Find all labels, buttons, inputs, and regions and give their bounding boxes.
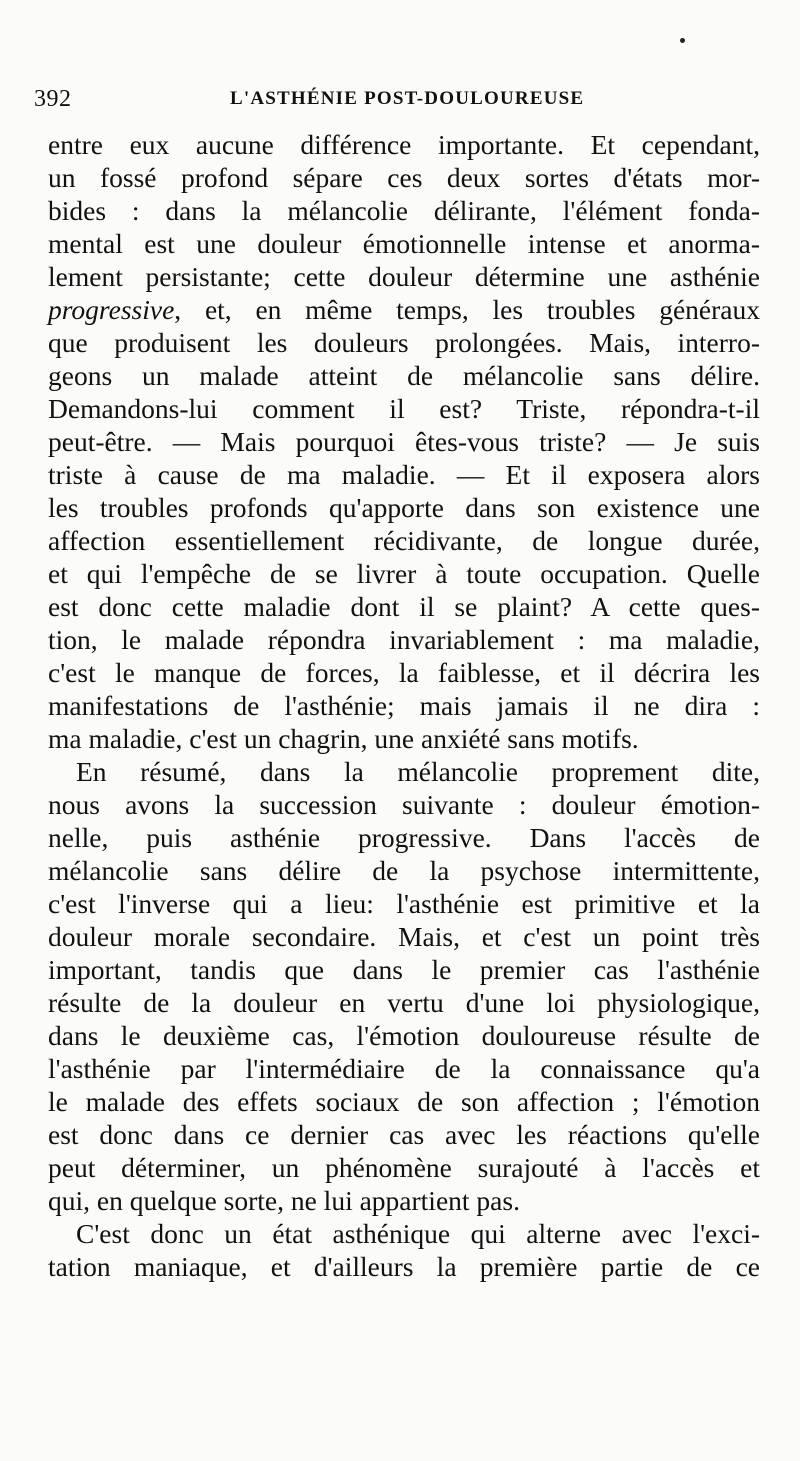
text-line: tation maniaque, et d'ailleurs la première partie de ce (48, 1251, 760, 1282)
text-line: l'asthénie par l'intermédiaire de la connaissance qu'a (48, 1053, 760, 1084)
text-line: important, tandis que dans le premier cas l'asthénie (48, 954, 760, 985)
text-line: nous avons la succession suivante : douleur émotion- (48, 789, 760, 820)
text-line: nelle, puis asthénie progressive. Dans l'accès de (48, 822, 760, 853)
text-line: et qui l'empêche de se livrer à toute occupation. Quelle (48, 558, 760, 589)
text-line: c'est l'inverse qui a lieu: l'asthénie est primitive et la (48, 888, 760, 919)
text-line: C'est donc un état asthénique qui alterne avec l'exci- (76, 1218, 760, 1249)
running-title: L'ASTHÉNIE POST-DOULOUREUSE (230, 88, 585, 109)
text-line: tion, le malade répondra invariablement : ma maladie, (48, 624, 760, 655)
text-line: bides : dans la mélancolie délirante, l'élément fonda- (48, 195, 760, 226)
text-line: qui, en quelque sorte, ne lui appartient pas. (48, 1185, 520, 1216)
text-line: En résumé, dans la mélancolie proprement dite, (76, 756, 760, 787)
text-line: Demandons-lui comment il est? Triste, répondra-t-il (48, 393, 760, 424)
text-line: affection essentiellement récidivante, de longue durée, (48, 525, 760, 556)
text-line: est donc dans ce dernier cas avec les réactions qu'elle (48, 1119, 760, 1150)
text-line: peut déterminer, un phénomène surajouté à l'accès et (48, 1152, 760, 1183)
print-speck (680, 38, 685, 43)
text-line: peut-être. — Mais pourquoi êtes-vous triste? — Je suis (48, 426, 760, 457)
body-text (48, 128, 760, 1283)
text-line: mental est une douleur émotionnelle intense et anorma- (48, 228, 760, 259)
text-line: c'est le manque de forces, la faiblesse, et il décrira les (48, 657, 760, 688)
text-line-rest: , et, en même temps, les troubles généraux (174, 294, 760, 325)
text-line: manifestations de l'asthénie; mais jamais il ne dira : (48, 690, 760, 721)
text-line: dans le deuxième cas, l'émotion douloureuse résulte de (48, 1020, 760, 1051)
running-head (34, 86, 764, 116)
text-line: le malade des effets sociaux de son affection ; l'émotion (48, 1086, 760, 1117)
page-number: 392 (34, 86, 72, 112)
text-line-italic-start (48, 293, 760, 326)
text-line: un fossé profond sépare ces deux sortes d'états mor- (48, 162, 760, 193)
text-line: résulte de la douleur en vertu d'une loi physiologique, (48, 987, 760, 1018)
italic-word: progressive (48, 294, 175, 325)
text-line: les troubles profonds qu'apporte dans son existence une (48, 492, 760, 523)
text-line: triste à cause de ma maladie. — Et il exposera alors (48, 459, 760, 490)
text-line: mélancolie sans délire de la psychose intermittente, (48, 855, 760, 886)
text-line: douleur morale secondaire. Mais, et c'est un point très (48, 921, 760, 952)
text-line: lement persistante; cette douleur détermine une asthénie (48, 261, 760, 292)
text-line: ma maladie, c'est un chagrin, une anxiété sans motifs. (48, 723, 639, 754)
text-line: geons un malade atteint de mélancolie sans délire. (48, 360, 760, 391)
text-line: que produisent les douleurs prolongées. Mais, interro- (48, 327, 760, 358)
text-line: est donc cette maladie dont il se plaint? A cette ques- (48, 591, 760, 622)
text-line: entre eux aucune différence importante. Et cependant, (48, 129, 760, 160)
